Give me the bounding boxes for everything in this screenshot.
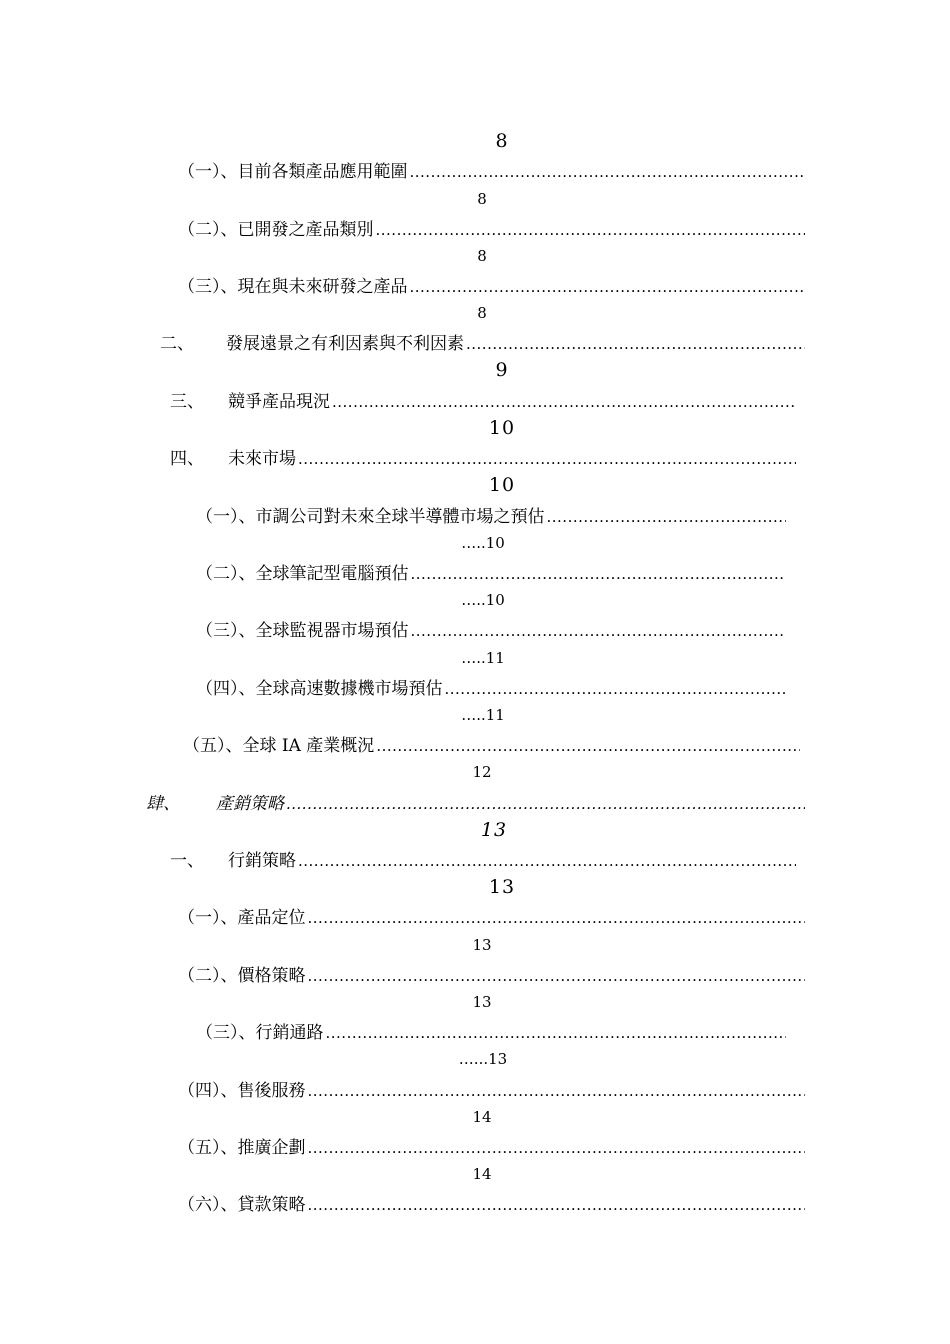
toc-entry-label: （一）、市調公司對未來全球半導體市場之預估 xyxy=(196,507,545,527)
toc-page-number: …..11 xyxy=(461,706,505,724)
toc-entry-label: （一）、目前各類產品應用範圍 xyxy=(178,162,408,182)
toc-page-number: 13 xyxy=(472,993,492,1011)
toc-entry[interactable] xyxy=(196,616,786,642)
toc-entry-number: 一、 xyxy=(170,851,204,871)
toc-entry-number: 二、 xyxy=(160,334,194,354)
toc-entry-label: （三）、行銷通路 xyxy=(196,1023,324,1043)
toc-page-number: …..10 xyxy=(461,534,505,552)
toc-entry[interactable] xyxy=(178,903,805,929)
toc-leader-dots xyxy=(298,850,796,872)
toc-entry-label: （四）、全球高速數據機市場預估 xyxy=(196,679,443,699)
toc-entry-label: （三）、全球監視器市場預估 xyxy=(196,621,409,641)
toc-page-number: 10 xyxy=(488,417,516,439)
toc-entry-number: 肆、 xyxy=(146,794,180,814)
toc-entry-number: 四、 xyxy=(170,449,204,469)
toc-page-number: 8 xyxy=(477,190,487,208)
toc-entry[interactable] xyxy=(196,502,786,528)
toc-page-number: …..11 xyxy=(461,649,505,667)
toc-leader-dots xyxy=(308,1080,806,1102)
toc-entry[interactable] xyxy=(196,1018,786,1044)
toc-entry-label: 發展遠景之有利因素與不利因素 xyxy=(226,334,464,354)
toc-entry-label: （二）、全球筆記型電腦預估 xyxy=(196,564,409,584)
toc-leader-dots xyxy=(376,735,800,757)
toc-leader-dots xyxy=(547,506,787,528)
toc-page-number: 9 xyxy=(495,359,509,381)
toc-entry-label: 行銷策略 xyxy=(228,851,296,871)
toc-page-number: 14 xyxy=(472,1108,492,1126)
toc-leader-dots xyxy=(376,219,806,241)
toc-entry[interactable] xyxy=(170,444,796,470)
toc-entry[interactable] xyxy=(178,1076,805,1102)
toc-entry[interactable] xyxy=(178,961,805,987)
toc-leader-dots xyxy=(308,1194,806,1216)
toc-page-number: 8 xyxy=(477,304,487,322)
toc-leader-dots xyxy=(445,678,787,700)
toc-page-number: 13 xyxy=(488,876,516,898)
toc-entry-label: （一）、產品定位 xyxy=(178,908,306,928)
toc-leader-dots xyxy=(326,1022,787,1044)
toc-entry[interactable] xyxy=(170,387,796,413)
toc-entry[interactable] xyxy=(178,215,805,241)
toc-page-number: 13 xyxy=(472,936,492,954)
toc-page-number: …..10 xyxy=(461,591,505,609)
toc-leader-dots xyxy=(411,563,787,585)
toc-entry-label: 競爭產品現況 xyxy=(228,392,330,412)
toc-page-number: 10 xyxy=(488,474,516,496)
toc-page-number: 12 xyxy=(472,763,492,781)
toc-page-number: 8 xyxy=(495,130,509,152)
toc-entry-label: （六）、貸款策略 xyxy=(178,1195,306,1215)
toc-entry[interactable] xyxy=(196,674,786,700)
toc-entry[interactable] xyxy=(178,1133,805,1159)
toc-entry-label: 產銷策略 xyxy=(216,794,284,814)
toc-leader-dots xyxy=(286,793,805,815)
toc-entry[interactable] xyxy=(178,157,805,183)
toc-leader-dots xyxy=(298,448,796,470)
toc-leader-dots xyxy=(410,276,806,298)
toc-entry-number: 三、 xyxy=(170,392,204,412)
toc-page-number: 14 xyxy=(472,1165,492,1183)
toc-page-number: …...13 xyxy=(458,1050,508,1068)
toc-entry-label: （四）、售後服務 xyxy=(178,1081,306,1101)
toc-entry-label: （三）、現在與未來研發之產品 xyxy=(178,277,408,297)
toc-entry[interactable] xyxy=(183,731,800,757)
toc-entry-label: （二）、價格策略 xyxy=(178,966,306,986)
toc-leader-dots xyxy=(411,620,787,642)
toc-entry-label: （二）、已開發之產品類別 xyxy=(178,220,374,240)
toc-leader-dots xyxy=(308,907,806,929)
toc-entry[interactable] xyxy=(178,1190,805,1216)
toc-entry[interactable] xyxy=(146,789,805,815)
toc-entry-label: （五）、全球 IA 產業概況 xyxy=(183,736,375,756)
toc-entry[interactable] xyxy=(160,329,805,355)
toc-leader-dots xyxy=(466,333,805,355)
toc-leader-dots xyxy=(332,391,796,413)
toc-leader-dots xyxy=(308,965,806,987)
toc-entry[interactable] xyxy=(178,272,805,298)
toc-entry[interactable] xyxy=(170,846,796,872)
toc-entry-label: （五）、推廣企劃 xyxy=(178,1138,306,1158)
toc-leader-dots xyxy=(410,161,806,183)
toc-entry-label: 未來市場 xyxy=(228,449,296,469)
toc-entry[interactable] xyxy=(196,559,786,585)
toc-page-number: 8 xyxy=(477,247,487,265)
toc-leader-dots xyxy=(308,1137,806,1159)
toc-page-number: 13 xyxy=(480,819,508,841)
